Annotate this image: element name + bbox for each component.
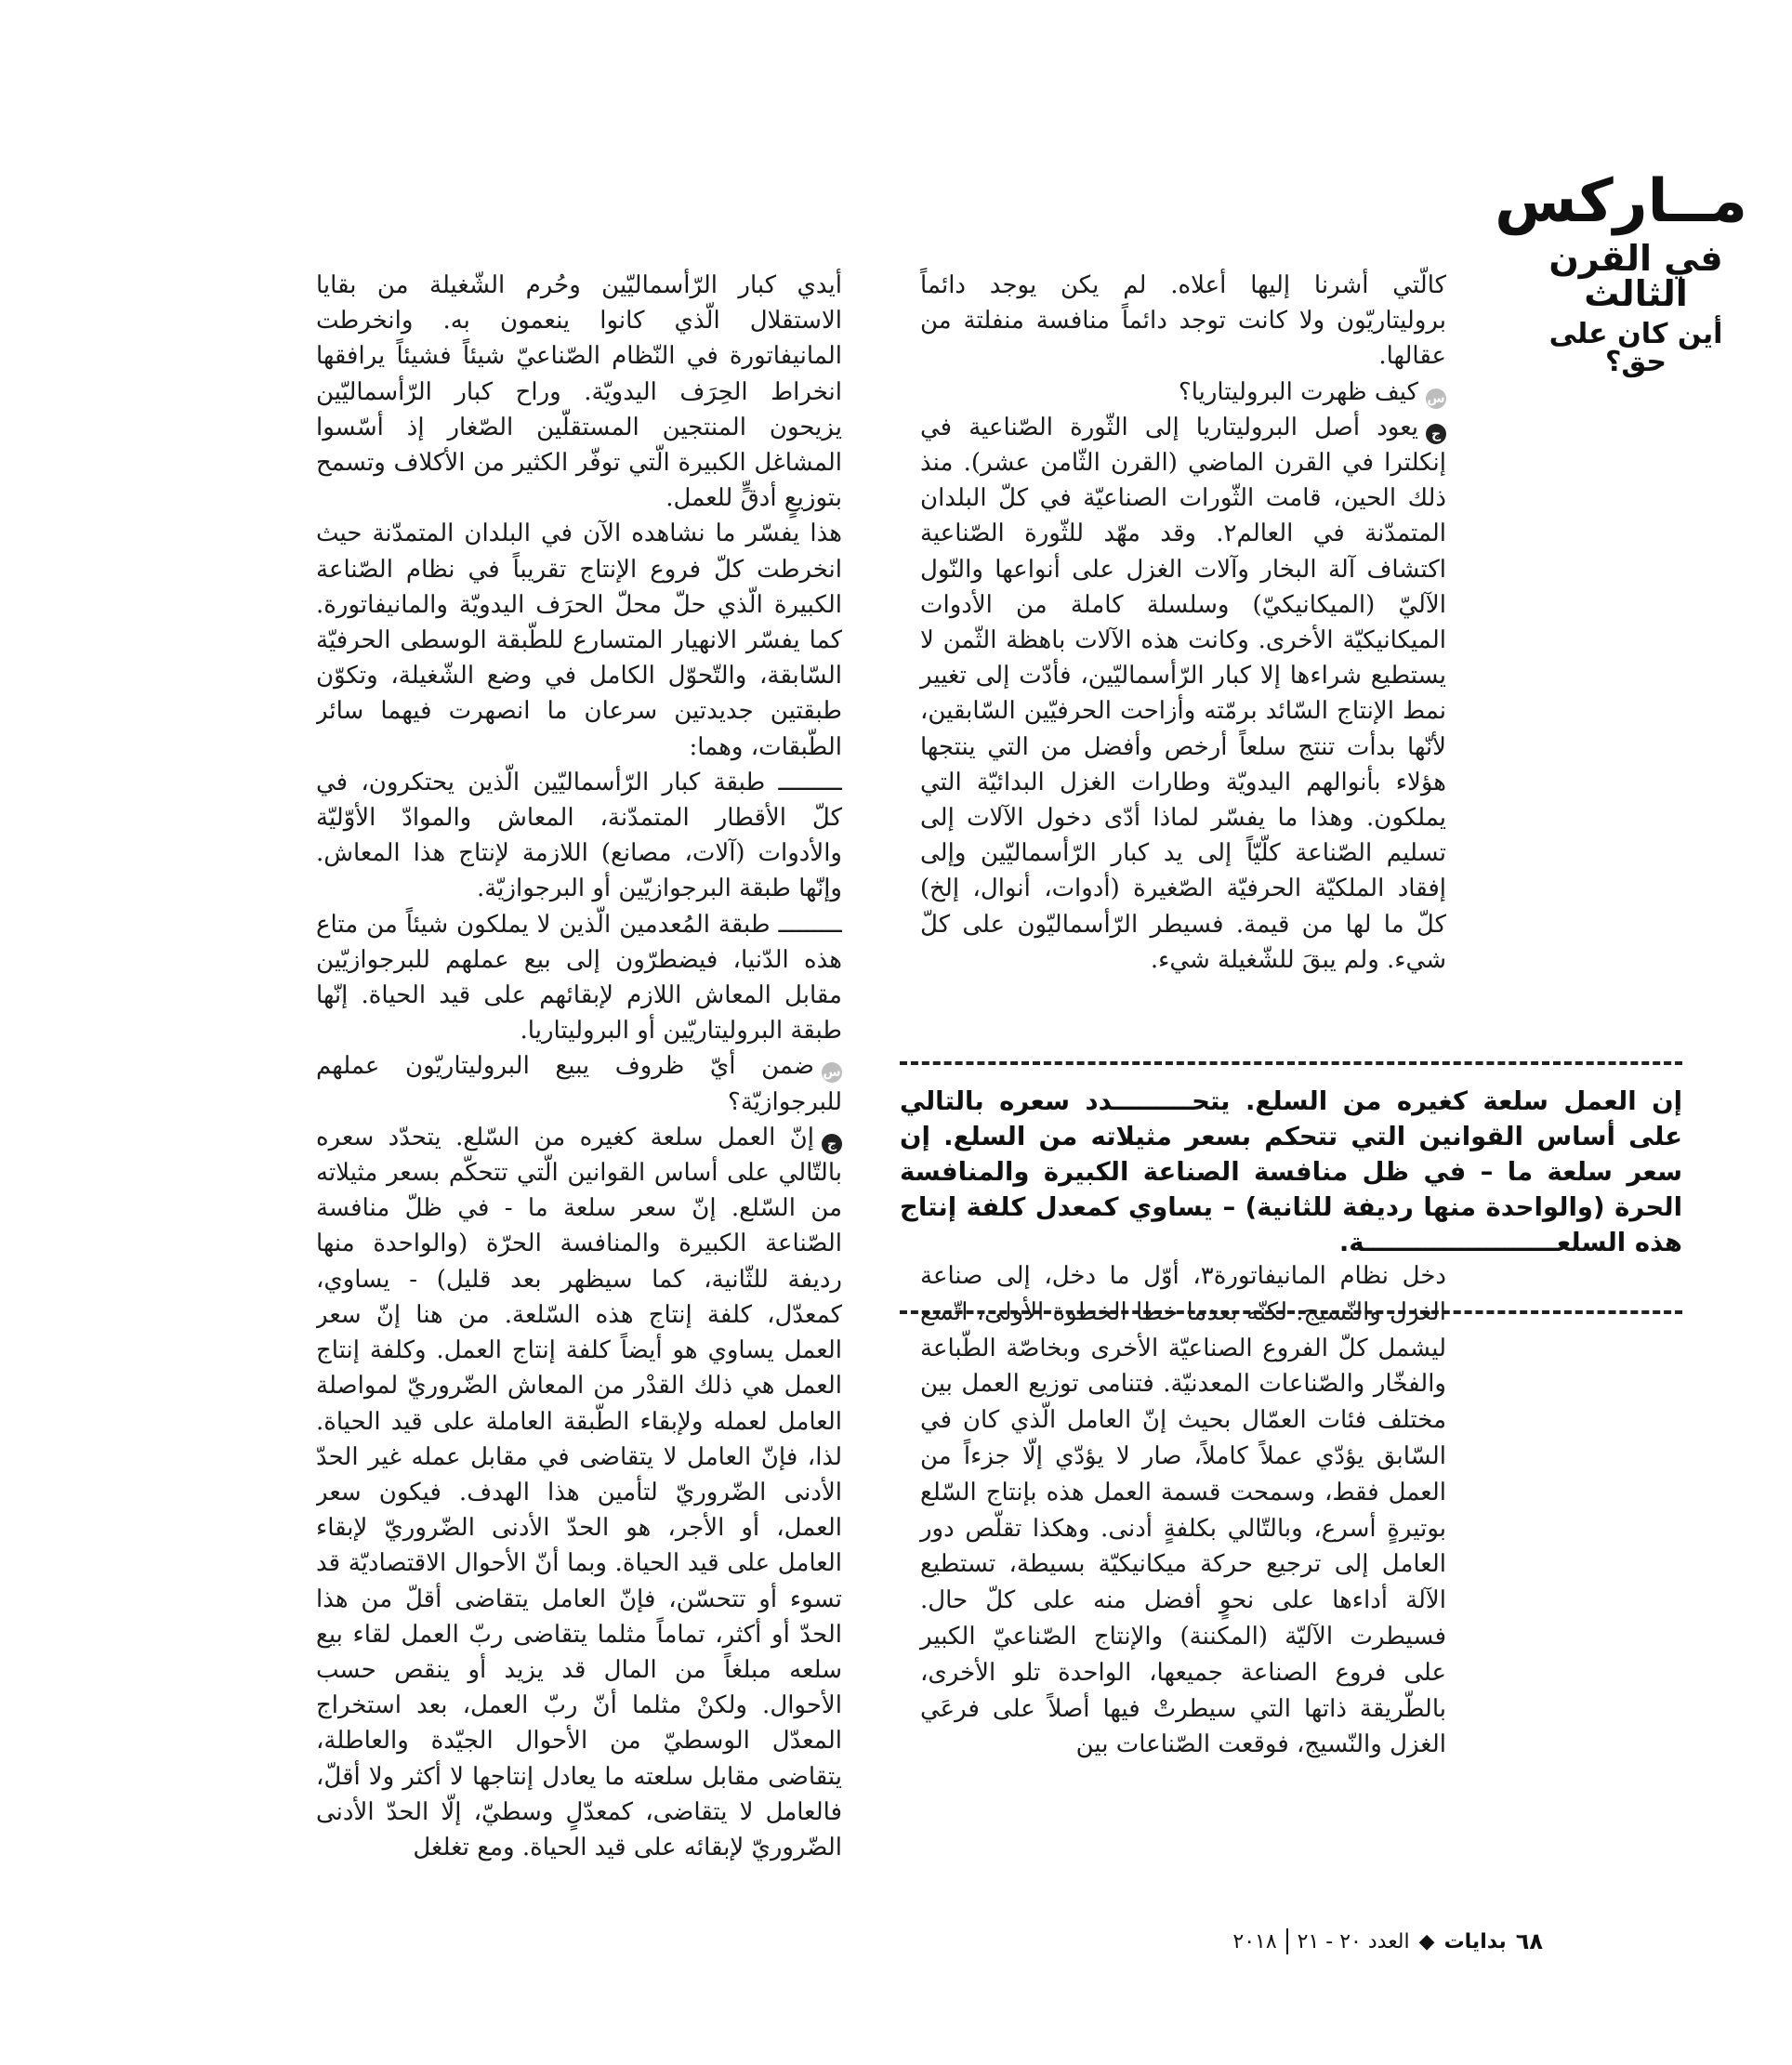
paragraph: كالّتي أشرنا إليها أعلاه. لم يكن يوجد دائماً بروليتاريّون ولا كانت توجد دائماً منافسة منفلتة من عقالها. bbox=[920, 271, 1446, 371]
paragraph: هذا يفسّر ما نشاهده الآن في البلدان المتمدّنة حيث انخرطت كلّ فروع الإنتاج تقريباً في نظام الصّناعة الكبيرة الّذي حلّ محلّ الحرَف اليدويّة والمانيفاتورة. كما يفسّر الانهيار المتسارع للطّبقة الوسطى الحرفيّة السّابقة، والتّحوّل الكامل في وضع الشّغيلة، وتكوّن طبقتين جديدتين سرعان ما انصهرت فيهما سائر الطّبقات، وهما: bbox=[316, 520, 842, 761]
answer: ج يعود أصل البروليتاريا إلى الثّورة الصّناعية في إنكلترا في القرن الماضي (القرن الثّامن عشر). منذ ذلك الحين، قامت الثّورات الصناعيّة في كلّ البلدان المتمدّنة في العالم٢. وقد مهّد للثّورة الصّناعية اكتشاف آلة البخار وآلات الغزل على أنواعها والنّول الآليّ (الميكانيكيّ) وسلسلة كاملة من الأدوات الميكانيكيّة الأخرى. وكانت هذه الآلات باهظة الثّمن لا يستطيع شراءها إلا كبار الرّأسماليّين، فأدّت إلى تغيير نمط الإنتاج السّائد برمّته وأزاحت الحرفيّين السّابقين، لأنّها بدأت تنتج سلعاً أرخص وأفضل من التي ينتجها هؤلاء بأنوالهم اليدويّة وطارات الغزل البدائيّة التي يملكون. وهذا ما يفسّر لماذا أدّى دخول الآلات إلى تسليم الصّناعة كلّيّاً إلى يد كبار الرّأسماليّين وإلى إفقاد الملكيّة الحرفيّة الصّغيرة (أدوات، أنوال، إلخ) كلّ ما لها من قيمة. فسيطر الرّأسماليّون على كلّ شيء. ولم يبقَ للشّغيلة شيء. bbox=[920, 410, 1446, 978]
answer: ج إنّ العمل سلعة كغيره من السّلع. يتحدّد سعره بالتّالي على أساس القوانين الّتي تتحكّم بسعر مثيلاته من السّلع. إنّ سعر سلعة ما - في ظلّ منافسة الصّناعة الكبيرة والمنافسة الحرّة (والواحدة منها رديفة للثّانية، كما سيظهر بعد قليل) - يساوي، كمعدّل، كلفة إنتاج هذه السّلعة. من هنا إنّ سعر العمل يساوي هو أيضاً كلفة إنتاج العمل. وكلفة إنتاج العمل هي ذلك القدْر من المعاش الضّروريّ لمواصلة العامل لعمله ولإبقاء الطّبقة العاملة على قيد الحياة. لذا، فإنّ العامل لا يتقاضى في مقابل عمله غير الحدّ الأدنى الضّروريّ لتأمين هذا الهدف. فيكون سعر العمل، أو الأجر، هو الحدّ الأدنى الضّروريّ لإبقاء العامل على قيد الحياة. وبما أنّ الأحوال الاقتصاديّة قد تسوء أو تتحسّن، فإنّ العامل يتقاضى أقلّ من هذا الحدّ أو أكثر، تماماً مثلما يتقاضى ربّ العمل لقاء بيع سلعه مبلغاً من المال قد يزيد أو ينقص حسب الأحوال. ولكنْ مثلما أنّ ربّ العمل، بعد استخراج المعدّل الوسطيّ من الأحوال الجيّدة والعاطلة، يتقاضى مقابل سلعته ما يعادل إنتاجها لا أكثر ولا أقلّ، فالعامل لا يتقاضى، كمعدّلٍ وسطيّ، إلّا الحدّ الأدنى الضّروريّ لإبقائه على قيد الحياة. ومع تغلغل bbox=[316, 1120, 842, 1865]
magazine-name: بدايات bbox=[1443, 1929, 1507, 1953]
list-item-bourgeoisie: ـــــــــ طبقة كبار الرّأسماليّين الّذين يحتكرون، في كلّ الأقطار المتمدّنة، المعاش والموادّ الأوّليّة والأدوات (آلات، مصانع) اللازمة لإنتاج هذا المعاش. وإنّها طبقة البرجوازيّين أو البرجوازيّة. bbox=[316, 768, 842, 903]
page-footer bbox=[1141, 1926, 1543, 1957]
logo-tagline: أين كان على حق؟ bbox=[1548, 318, 1723, 378]
footer-divider bbox=[1286, 1928, 1288, 1954]
series-logo bbox=[1495, 167, 1747, 378]
right-column-top bbox=[920, 268, 1446, 978]
pull-quote-text: إن العمل سلعة كغيره من السلع. يتحـــــــــدد سعره بالتالي على أساس القوانين التي تتحكم بسعر مثيلاته من السلع. إن سعر سلعة ما – في ظل منافسة الصناعة الكبيرة والمنافسة الحرة (والواحدة منها رديفة للثانية) – يساوي كمعدل كلفة إنتاج هذه السلعــــــــــــــــــــــة. bbox=[900, 1086, 1682, 1257]
page-number: ٦٨ bbox=[1515, 1928, 1543, 1954]
issue-number: العدد ٢٠ - ٢١ bbox=[1297, 1929, 1410, 1953]
list-item-proletariat: ـــــــــ طبقة المُعدمين الّذين لا يملكون شيئاً من متاع هذه الدّنيا، فيضطرّون إلى بيع عملهم للبرجوازيّين مقابل المعاش اللازم لإبقائهم على قيد الحياة. إنّها طبقة البروليتاريّين أو البروليتاريا. bbox=[316, 910, 842, 1046]
issue-year: ٢٠١٨ bbox=[1232, 1929, 1277, 1953]
logo-subtitle: في القرن الثالث bbox=[1548, 238, 1723, 314]
logo-title: مــاركس bbox=[1495, 167, 1747, 236]
right-column-bottom bbox=[920, 1258, 1446, 1763]
diamond-icon: ◆ bbox=[1418, 1929, 1435, 1953]
pull-quote-top-rule bbox=[900, 1061, 1682, 1065]
question: س كيف ظهرت البروليتاريا؟ bbox=[920, 375, 1446, 410]
paragraph: أيدي كبار الرّأسماليّين وحُرم الشّغيلة من بقايا الاستقلال الّذي كانوا ينعمون به. وانخرطت المانيفاتورة في النّظام الصّناعيّ شيئاً فشيئاً يرافقها انخراط الحِرَف اليدويّة. وراح كبار الرّأسماليّين يزيحون المنتجين المستقلّين الصّغار إذ أسّسوا المشاغل الكبيرة الّتي توفّر الكثير من الأكلاف وتسمح بتوزيعٍ أدقٍّ للعمل. bbox=[316, 271, 842, 513]
question: س ضمن أيّ ظروف يبيع البروليتاريّون عملهم للبرجوازيّة؟ bbox=[316, 1048, 842, 1119]
paragraph: دخل نظام المانيفاتورة٣، أوّل ما دخل، إلى صناعة الغزل والنّسيج. لكنّه بعدما خطا الخطوة الأولى، اتّسع ليشمل كلّ الفروع الصناعيّة الأخرى وبخاصّة الطّباعة والفخّار والصّناعات المعدنيّة. فتنامى توزيع العمل بين مختلف فئات العمّال بحيث إنّ العامل الّذي كان في السّابق يؤدّي عملاً كاملاً، صار لا يؤدّي إلّا جزءاً من العمل فقط، وسمحت قسمة العمل هذه بإنتاج السّلع بوتيرةٍ أسرع، وبالتّالي بكلفةٍ أدنى. وهكذا تقلّص دور العامل إلى ترجيع حركة ميكانيكيّة بسيطة، تستطيع الآلة أداءها على نحوٍ أفضل منه على كلّ حال. فسيطرت الآليّة (المكننة) والإنتاج الصّناعيّ الكبير على فروع الصناعة جميعها، الواحدة تلو الأخرى، بالطّريقة ذاتها التي سيطرتْ فيها أصلاً على فرعَي الغزل والنّسيج، فوقعت الصّناعات بين bbox=[920, 1262, 1446, 1759]
left-column bbox=[316, 268, 842, 1913]
